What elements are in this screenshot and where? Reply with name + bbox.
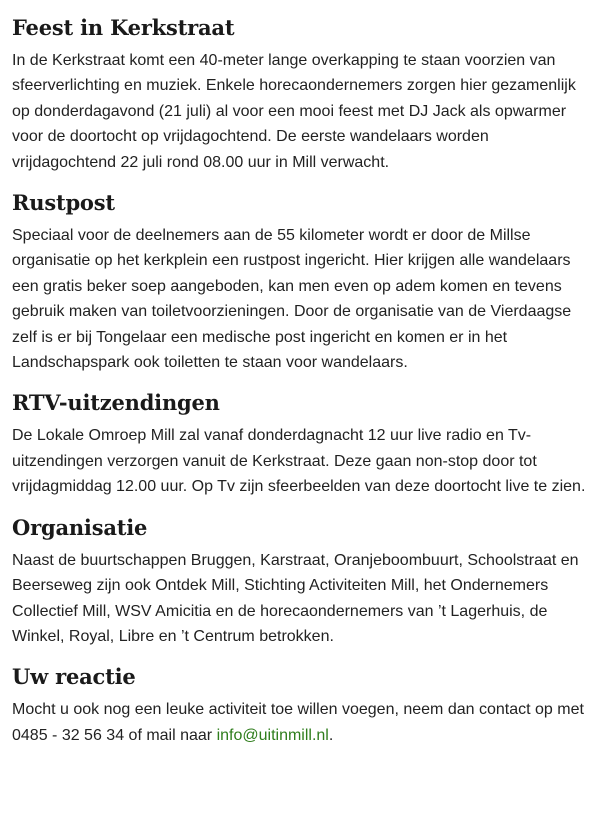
section-title: Feest in Kerkstraat [12,15,235,40]
section-organisatie [12,514,588,650]
section-title: Organisatie [12,514,148,540]
section-body: Naast de buurtschappen Bruggen, Karstraat, Oranjeboombuurt, Schoolstraat en Beerseweg zijn ook Ontdek Mill, Stichting Activiteiten Mill, het Ondernemers Collectief Mill, WSV Amicitia en de horecaondernemers van ’t Lagerhuis, de Winkel, Royal, Libre en ’t Centrum betrokken. [12,551,579,645]
section-body: De Lokale Omroep Mill zal vanaf donderdagnacht 12 uur live radio en Tv-uitzendingen verzorgen vanuit de Kerkstraat. Deze gaan non-stop door tot vrijdagmiddag 12.00 uur. Op Tv zijn sfeerbeelden van deze doortocht live te zien. [12,427,586,496]
section-body [12,697,588,748]
section-feest-in-kerkstraat [12,14,588,175]
section-title: Rustpost [12,190,115,216]
reaction-text: Mocht u ook nog een leuke activiteit toe willen voegen, neem dan contact op met 0485 - 32 56 34 of mail naar [12,701,584,744]
section-title: RTV-uitzendingen [12,390,220,416]
section-rustpost [12,189,588,375]
section-title: Uw reactie [12,664,136,690]
email-link[interactable]: info@uitinmill.nl [216,726,329,744]
reaction-text-end: . [328,726,334,744]
section-uw-reactie [12,663,588,748]
section-body: Speciaal voor de deelnemers aan de 55 kilometer wordt er door de Millse organisatie op het kerkplein een rustpost ingericht. Hier krijgen alle wandelaars een gratis beker soep aangeboden, kan men even op adem komen en tevens gebruik maken van toiletvoorzieningen. Door de organisatie van de Vierdaagse zelf is er bij Tongelaar een medische post ingericht en komen er in het Landschapspark ook toiletten te staan voor wandelaars. [12,227,572,372]
section-body: In de Kerkstraat komt een 40-meter lange overkapping te staan voorzien van sfeerverlichting en muziek. Enkele horecaondernemers zorgen hier gezamenlijk op donderdagavond (21 juli) al voor een mooi feest met DJ Jack als opwarmer voor de doortocht op vrijdagochtend. De eerste wandelaars worden vrijdagochtend 22 juli rond 08.00 uur in Mill verwacht. [12,52,576,171]
section-rtv-uitzendingen [12,389,588,499]
